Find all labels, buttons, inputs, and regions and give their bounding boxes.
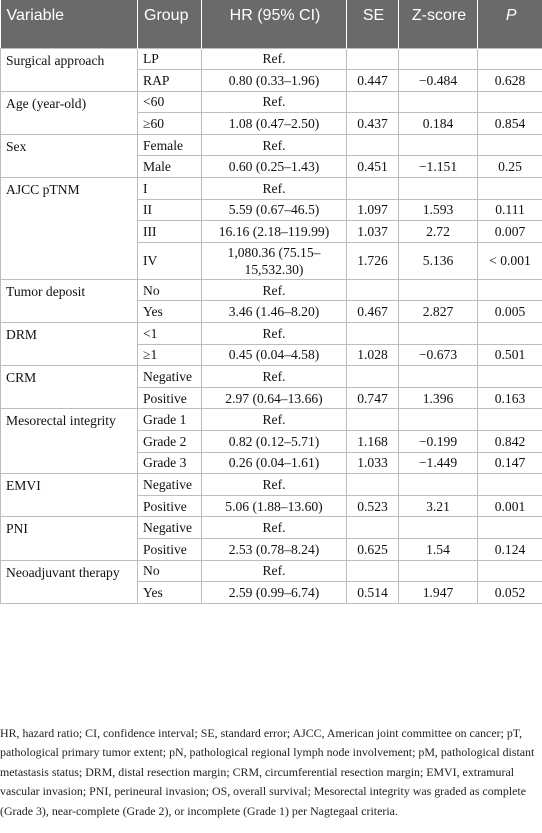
p-value-cell (478, 323, 542, 345)
p-value-cell (478, 279, 542, 301)
hr-ci-cell: Ref. (202, 474, 347, 496)
group-cell: Negative (138, 517, 202, 539)
z-score-cell: 5.136 (399, 242, 478, 279)
header-group: Group (138, 0, 202, 48)
variable-cell: Mesorectal integrity (1, 409, 138, 474)
hr-ci-cell: Ref. (202, 48, 347, 70)
group-cell: I (138, 178, 202, 200)
hr-ci-cell: Ref. (202, 517, 347, 539)
p-value-cell (478, 409, 542, 431)
variable-cell: Surgical approach (1, 48, 138, 91)
z-score-cell (399, 279, 478, 301)
hr-ci-cell: Ref. (202, 323, 347, 345)
group-cell: Grade 2 (138, 431, 202, 453)
variable-cell: Age (year-old) (1, 91, 138, 134)
hr-ci-cell: 0.60 (0.25–1.43) (202, 156, 347, 178)
z-score-cell: −0.673 (399, 344, 478, 366)
p-value-cell (478, 517, 542, 539)
variable-cell: EMVI (1, 474, 138, 517)
table-row (1, 48, 542, 70)
table-row (1, 560, 542, 582)
se-cell: 0.625 (347, 538, 399, 560)
z-score-cell: 1.396 (399, 387, 478, 409)
group-cell: Yes (138, 582, 202, 604)
p-value-cell (478, 366, 542, 388)
se-cell: 1.097 (347, 199, 399, 221)
p-value-cell (478, 134, 542, 156)
p-value-cell (478, 560, 542, 582)
p-value-cell: 0.007 (478, 221, 542, 243)
group-cell: Grade 1 (138, 409, 202, 431)
se-cell (347, 134, 399, 156)
z-score-cell (399, 409, 478, 431)
z-score-cell: −0.484 (399, 70, 478, 92)
header-hr: HR (95% CI) (202, 0, 347, 48)
hr-ci-cell: 2.53 (0.78–8.24) (202, 538, 347, 560)
se-cell (347, 323, 399, 345)
z-score-cell (399, 48, 478, 70)
group-cell: Negative (138, 474, 202, 496)
table-row (1, 134, 542, 156)
group-cell: <60 (138, 91, 202, 113)
hr-ci-cell: Ref. (202, 560, 347, 582)
hr-ci-cell: Ref. (202, 134, 347, 156)
group-cell: Negative (138, 366, 202, 388)
se-cell: 0.747 (347, 387, 399, 409)
z-score-cell (399, 134, 478, 156)
p-value-cell (478, 178, 542, 200)
se-cell: 1.037 (347, 221, 399, 243)
header-variable: Variable (1, 0, 138, 48)
se-cell (347, 178, 399, 200)
hr-ci-cell: 0.45 (0.04–4.58) (202, 344, 347, 366)
table-row (1, 366, 542, 388)
group-cell: ≥60 (138, 113, 202, 135)
group-cell: Female (138, 134, 202, 156)
z-score-cell (399, 178, 478, 200)
z-score-cell (399, 91, 478, 113)
se-cell: 0.451 (347, 156, 399, 178)
z-score-cell: −0.199 (399, 431, 478, 453)
se-cell: 1.033 (347, 452, 399, 474)
z-score-cell: 2.72 (399, 221, 478, 243)
se-cell (347, 48, 399, 70)
p-value-cell: 0.854 (478, 113, 542, 135)
table-row (1, 409, 542, 431)
z-score-cell (399, 366, 478, 388)
z-score-cell (399, 560, 478, 582)
group-cell: Positive (138, 387, 202, 409)
hr-ci-cell: 0.82 (0.12–5.71) (202, 431, 347, 453)
table-row (1, 517, 542, 539)
p-value-cell: 0.163 (478, 387, 542, 409)
header-p-value: P (505, 7, 517, 24)
se-cell: 0.437 (347, 113, 399, 135)
hr-ci-cell: 2.97 (0.64–13.66) (202, 387, 347, 409)
p-value-cell (478, 474, 542, 496)
z-score-cell: 1.593 (399, 199, 478, 221)
group-cell: ≥1 (138, 344, 202, 366)
variable-cell: Neoadjuvant therapy (1, 560, 138, 603)
p-value-cell: 0.147 (478, 452, 542, 474)
variable-cell: AJCC pTNM (1, 178, 138, 280)
p-value-cell: 0.124 (478, 538, 542, 560)
header-se: SE (347, 0, 399, 48)
hr-ci-cell: 5.59 (0.67–46.5) (202, 199, 347, 221)
variable-cell: Sex (1, 134, 138, 177)
hr-ci-cell: 0.26 (0.04–1.61) (202, 452, 347, 474)
p-value-cell (478, 91, 542, 113)
p-value-cell: 0.501 (478, 344, 542, 366)
hr-ci-cell: Ref. (202, 366, 347, 388)
p-value-cell: 0.005 (478, 301, 542, 323)
table-row (1, 178, 542, 200)
se-cell (347, 279, 399, 301)
table-header (1, 0, 542, 48)
hr-ci-cell: Ref. (202, 91, 347, 113)
se-cell (347, 366, 399, 388)
se-cell: 1.028 (347, 344, 399, 366)
p-value-cell: 0.628 (478, 70, 542, 92)
header-row (1, 0, 542, 48)
z-score-cell: 1.54 (399, 538, 478, 560)
table-row (1, 91, 542, 113)
z-score-cell: 0.184 (399, 113, 478, 135)
group-cell: Positive (138, 538, 202, 560)
group-cell: RAP (138, 70, 202, 92)
group-cell: Positive (138, 495, 202, 517)
p-value-cell: 0.25 (478, 156, 542, 178)
se-cell (347, 409, 399, 431)
p-value-cell: 0.842 (478, 431, 542, 453)
z-score-cell: 2.827 (399, 301, 478, 323)
z-score-cell (399, 323, 478, 345)
se-cell: 1.168 (347, 431, 399, 453)
group-cell: IV (138, 242, 202, 279)
group-cell: Male (138, 156, 202, 178)
table-body (1, 48, 542, 603)
z-score-cell: −1.449 (399, 452, 478, 474)
table-row (1, 474, 542, 496)
variable-cell: Tumor deposit (1, 279, 138, 322)
z-score-cell (399, 517, 478, 539)
variable-cell: PNI (1, 517, 138, 560)
group-cell: II (138, 199, 202, 221)
z-score-cell: 1.947 (399, 582, 478, 604)
variable-cell: DRM (1, 323, 138, 366)
p-value-cell: < 0.001 (478, 242, 542, 279)
se-cell (347, 560, 399, 582)
se-cell (347, 474, 399, 496)
group-cell: III (138, 221, 202, 243)
se-cell: 0.523 (347, 495, 399, 517)
group-cell: Yes (138, 301, 202, 323)
z-score-cell: 3.21 (399, 495, 478, 517)
p-value-cell: 0.001 (478, 495, 542, 517)
table-footnote: HR, hazard ratio; CI, confidence interval; SE, standard error; AJCC, American joint committee on cancer; pT, pathological primary tumor extent; pN, pathological regional lymph node involvement; pM, pathological distant metastasis status; DRM, distal resection margin; CRM, circumferential resection margin; EMVI, extramural vascular invasion; PNI, perineural invasion; OS, overall survival; Mesorectal integrity was graded as complete (Grade 3), near-complete (Grade 2), or incomplete (Grade 1) per Nagtegaal criteria. (0, 726, 535, 818)
header-z-score: Z-score (399, 0, 478, 48)
hr-ci-cell: 3.46 (1.46–8.20) (202, 301, 347, 323)
p-value-cell (478, 48, 542, 70)
se-cell: 1.726 (347, 242, 399, 279)
hr-ci-cell: 1,080.36 (75.15–15,532.30) (202, 242, 347, 279)
se-cell: 0.514 (347, 582, 399, 604)
z-score-cell: −1.151 (399, 156, 478, 178)
se-cell: 0.447 (347, 70, 399, 92)
hr-ci-cell: Ref. (202, 279, 347, 301)
group-cell: <1 (138, 323, 202, 345)
group-cell: Grade 3 (138, 452, 202, 474)
variable-cell: CRM (1, 366, 138, 409)
group-cell: No (138, 560, 202, 582)
hr-ci-cell: 1.08 (0.47–2.50) (202, 113, 347, 135)
table-row (1, 323, 542, 345)
hr-ci-cell: 2.59 (0.99–6.74) (202, 582, 347, 604)
p-value-cell: 0.111 (478, 199, 542, 221)
hr-ci-cell: 5.06 (1.88–13.60) (202, 495, 347, 517)
group-cell: LP (138, 48, 202, 70)
se-cell: 0.467 (347, 301, 399, 323)
se-cell (347, 517, 399, 539)
p-value-cell: 0.052 (478, 582, 542, 604)
group-cell: No (138, 279, 202, 301)
hr-ci-cell: 0.80 (0.33–1.96) (202, 70, 347, 92)
hr-ci-cell: Ref. (202, 409, 347, 431)
hr-ci-cell: 16.16 (2.18–119.99) (202, 221, 347, 243)
table-row (1, 279, 542, 301)
se-cell (347, 91, 399, 113)
hr-ci-cell: Ref. (202, 178, 347, 200)
z-score-cell (399, 474, 478, 496)
